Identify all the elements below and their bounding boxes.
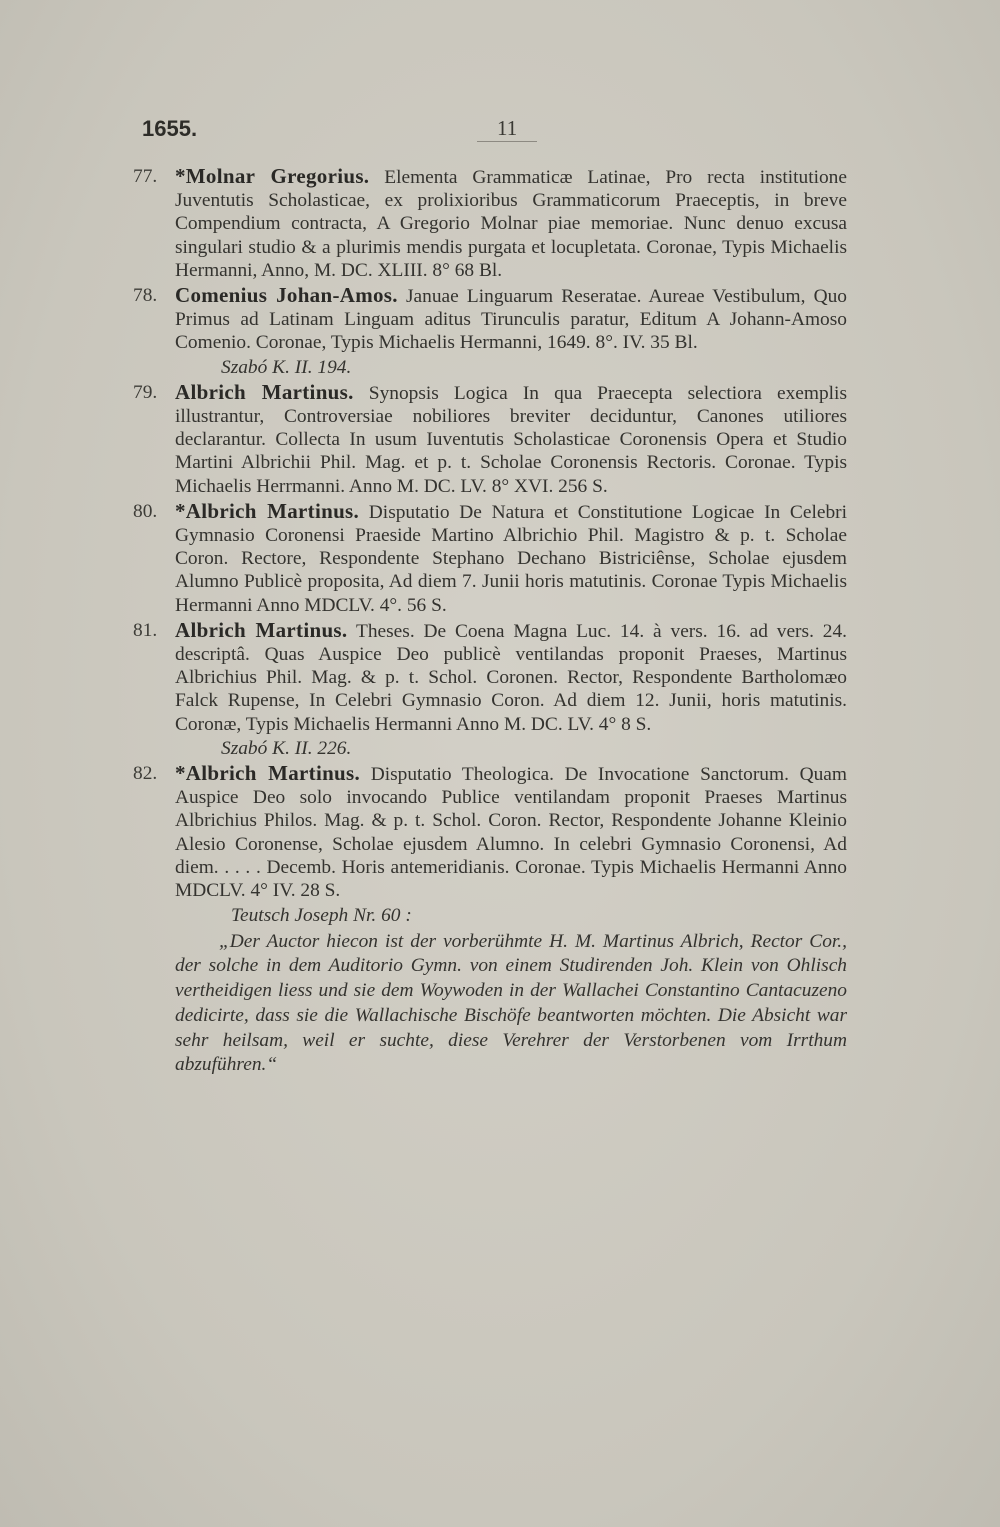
entry-78 — [135, 284, 847, 379]
entry-text: Synopsis Logica In qua Praecepta selectiora exemplis illustrantur, Controversiae nobiliores breviter deciduntur, Canones utiliores declarantur. Collecta In usum Iuventutis Scholasticae Coronensis Opera et Studio Martini Albrichii Phil. Mag. et p. t. Scholae Coronensis Rectoris. Coronae. Typis Michaelis Herrmanni. Anno M. DC. LV. 8° XVI. 256 S. — [175, 382, 847, 497]
header-year: 1655. — [142, 116, 198, 141]
entry-author: Albrich Martinus. — [175, 379, 354, 404]
entry-79 — [135, 381, 847, 498]
entry-number: 78. — [133, 285, 158, 307]
entry-text: Disputatio De Natura et Constitutione Logicae In Celebri Gymnasio Coronensi Praeside Martino Albrichio Phil. Magistro & p. t. Scholae Coron. Rectore, Respondente Stephano Dechano Bistriciênse, Scholae ejusdem Alumno Publicè proposita, Ad diem 7. Junii horis matutinis. Coronae Typis Michaelis Hermanni Anno MDCLV. 4°. 56 S. — [175, 501, 847, 616]
entry-author: *Albrich Martinus. — [175, 498, 360, 523]
entry-author: Comenius Johan-Amos. — [175, 283, 398, 308]
entry-text: Elementa Grammaticæ Latinae, Pro recta institutione Juventutis Scholasticae, ex prolixioribus Grammaticorum Praeceptis, in breve Compendium contracta, A Gregorio Molnar piae memoriae. Nunc denuo excusa singulari studio & a plurimis mendis purgata et locupletata. Coronae, Typis Michaelis Hermanni, Anno, M. DC. XLIII. 8° 68 Bl. — [175, 167, 847, 281]
entry-80 — [135, 500, 847, 617]
entry-81 — [135, 619, 847, 760]
bibliography-entries — [135, 165, 847, 1080]
entry-source: Teutsch Joseph Nr. 60 : — [231, 905, 412, 927]
entry-number: 81. — [133, 619, 158, 641]
entry-text: Disputatio Theologica. De Invocatione Sanctorum. Quam Auspice Deo solo invocando Publice ventilandam proponit Praeses Martinus Albrichius Philos. Mag. & p. t. Schol. Coron. Rector, Respondente Johanne Kleinio Alesio Coronense, Scholae ejusdem Alumno. In celebri Gymnasio Coronensi, Ad diem. . . . . Decemb. Horis antemeridianis. Coronae. Typis Michaelis Hermanni Anno MDCLV. 4° IV. 28 S. — [175, 764, 847, 902]
entry-author: *Molnar Gregorius. — [175, 164, 370, 188]
page-header — [142, 116, 842, 146]
entry-82 — [135, 762, 847, 1078]
entry-number: 77. — [133, 166, 158, 187]
entry-number: 79. — [133, 381, 158, 403]
entry-text: Theses. De Coena Magna Luc. 14. à vers. 16. ad vers. 24. descriptâ. Quas Auspice Deo publicè ventilandas proponit Praeses, Martinus Albrichius Phil. Mag. & p. t. Schol. Coronen. Rector, Respondente Bartholomæo Falck Rupense, In Celebri Gymnasio Coron. Ad diem 12. Junii, horis matutinis. Coronæ, Typis Michaelis Hermanni Anno M. DC. LV. 4° 8 S. — [175, 620, 848, 735]
entry-reference: Szabó K. II. 194. — [221, 356, 352, 378]
entry-text: Januae Linguarum Reseratae. Aureae Vestibulum, Quo Primus ad Latinam Linguam aditus Tirunculis paratur, Editum A Johann-Amoso Comenio. Coronae, Typis Michaelis Hermanni, 1649. 8°. IV. 35 Bl. — [175, 286, 847, 354]
entry-author: Albrich Martinus. — [175, 617, 348, 642]
entry-quote: „Der Auctor hiecon ist der vorberühmte H. M. Martinus Albrich, Rector Cor., der solche in dem Auditorio Gymn. von einem Studirenden Joh. Klein von Ohlisch vertheidigen liess und sie dem Woywoden in der Wallachei Constantino Cantacuzeno dedicirte, dass sie die Wallachische Bischöfe beantworten möchten. Die Absicht war sehr heilsam, weil er suchte, diese Verehrer der Verstorbenen vom Irrthum abzuführen.“ — [175, 930, 847, 1076]
entry-number: 82. — [133, 763, 158, 785]
entry-number: 80. — [133, 500, 158, 522]
entry-77 — [135, 165, 847, 282]
entry-reference: Szabó K. II. 226. — [221, 737, 352, 759]
entry-author: *Albrich Martinus. — [175, 761, 361, 786]
page-number: 11 — [477, 116, 537, 142]
